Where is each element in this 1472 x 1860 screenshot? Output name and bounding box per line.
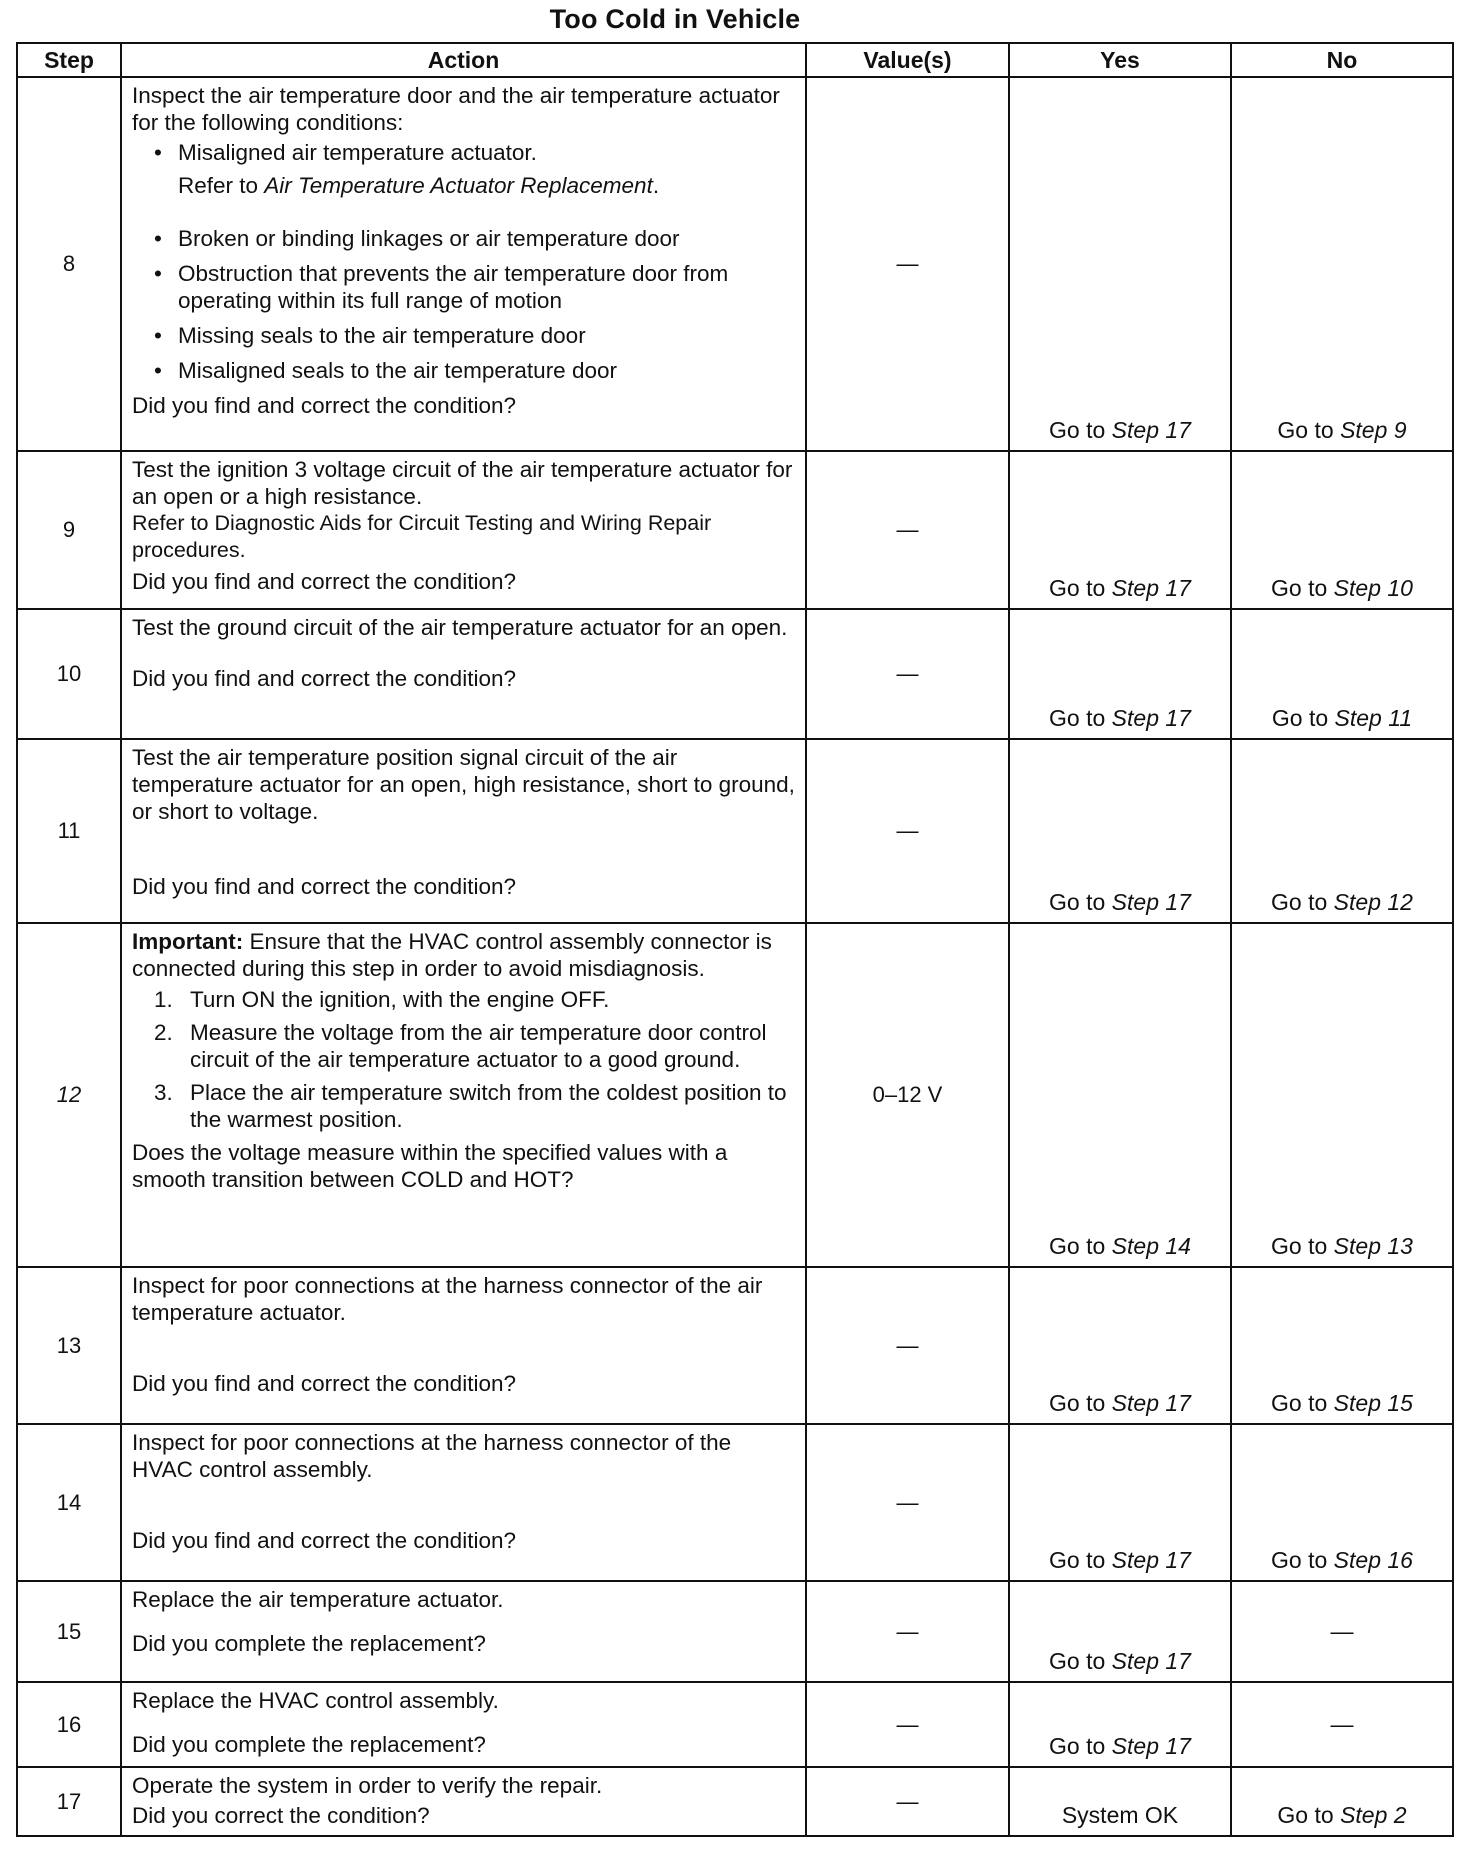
action-cell: [121, 923, 806, 1267]
action-intro: Test the ground circuit of the air temperature actuator for an open.: [132, 615, 788, 640]
action-question: Did you complete the replacement?: [132, 1732, 486, 1757]
action-intro: Inspect the air temperature door and the air temperature actuator for the following conditions:: [132, 83, 780, 135]
action-cell: [121, 1767, 806, 1836]
action-question: Did you find and correct the condition?: [132, 569, 516, 594]
step-number: 16: [17, 1682, 121, 1767]
table-row: [17, 739, 1453, 923]
yes-link[interactable]: Go to Step 17: [1009, 77, 1231, 451]
action-intro: Replace the HVAC control assembly.: [132, 1688, 499, 1713]
header-action: Action: [121, 43, 806, 77]
table-row: [17, 923, 1453, 1267]
action-note: Refer to Diagnostic Aids for Circuit Testing and Wiring Repair procedures.: [132, 511, 712, 562]
table-row: [17, 1424, 1453, 1581]
no-link[interactable]: Go to Step 15: [1231, 1267, 1453, 1424]
no-link[interactable]: Go to Step 2: [1231, 1767, 1453, 1836]
list-item: • Misaligned air temperature actuator. Refer to Air Temperature Actuator Replacement.: [132, 139, 797, 199]
list-item: • Misaligned seals to the air temperature door: [132, 357, 797, 384]
step-number: 12: [17, 923, 121, 1267]
yes-link[interactable]: Go to Step 17: [1009, 739, 1231, 923]
list-item: 1. Turn ON the ignition, with the engine OFF.: [154, 987, 610, 1012]
value-cell: —: [806, 1767, 1009, 1836]
action-cell: [121, 1682, 806, 1767]
action-question: Did you complete the replacement?: [132, 1631, 486, 1656]
action-intro: Replace the air temperature actuator.: [132, 1587, 504, 1612]
header-values: Value(s): [806, 43, 1009, 77]
yes-value: System OK: [1009, 1767, 1231, 1836]
value-cell: —: [806, 609, 1009, 739]
step-number: 9: [17, 451, 121, 609]
action-question: Did you correct the condition?: [132, 1803, 430, 1828]
action-intro: Inspect for poor connections at the harness connector of the HVAC control assembly.: [132, 1430, 732, 1482]
list-item: • Broken or binding linkages or air temperature door: [132, 225, 797, 252]
page-title: Too Cold in Vehicle: [549, 4, 801, 34]
yes-link[interactable]: Go to Step 17: [1009, 609, 1231, 739]
no-link[interactable]: Go to Step 9: [1231, 77, 1453, 451]
value-cell: —: [806, 1267, 1009, 1424]
action-question: Did you find and correct the condition?: [132, 1528, 516, 1553]
step-number: 11: [17, 739, 121, 923]
step-number: 15: [17, 1581, 121, 1682]
header-row: [17, 43, 1453, 77]
action-question: Does the voltage measure within the specified values with a smooth transition between COLD and HOT?: [132, 1140, 728, 1192]
step-number: 13: [17, 1267, 121, 1424]
no-link[interactable]: Go to Step 10: [1231, 451, 1453, 609]
value-cell: —: [806, 1682, 1009, 1767]
no-link[interactable]: Go to Step 12: [1231, 739, 1453, 923]
value-cell: —: [806, 1581, 1009, 1682]
no-link[interactable]: Go to Step 11: [1231, 609, 1453, 739]
step-number: 10: [17, 609, 121, 739]
table-row: [17, 1767, 1453, 1836]
no-link[interactable]: Go to Step 16: [1231, 1424, 1453, 1581]
action-cell: [121, 451, 806, 609]
action-question: Did you find and correct the condition?: [132, 1371, 516, 1396]
header-step: Step: [17, 43, 121, 77]
action-cell: [121, 1424, 806, 1581]
list-item: • Obstruction that prevents the air temperature door from operating within its full range of motion: [132, 260, 797, 314]
table-row: [17, 609, 1453, 739]
header-yes: Yes: [1009, 43, 1231, 77]
list-item: 3. Place the air temperature switch from the coldest position to the warmest position.: [154, 1080, 787, 1132]
action-cell: [121, 739, 806, 923]
step-number: 8: [17, 77, 121, 451]
table-row: [17, 451, 1453, 609]
action-intro: Inspect for poor connections at the harness connector of the air temperature actuator.: [132, 1273, 763, 1325]
action-cell: [121, 1267, 806, 1424]
table-row: [17, 77, 1453, 451]
action-cell: [121, 77, 806, 451]
table-row: [17, 1581, 1453, 1682]
step-number: 17: [17, 1767, 121, 1836]
action-intro: Test the ignition 3 voltage circuit of the air temperature actuator for an open or a high resistance.: [132, 457, 793, 509]
no-value: —: [1231, 1682, 1453, 1767]
yes-link[interactable]: Go to Step 17: [1009, 1682, 1231, 1767]
yes-link[interactable]: Go to Step 17: [1009, 1581, 1231, 1682]
action-intro: Test the air temperature position signal circuit of the air temperature actuator for an open, high resistance, short to ground, or short to voltage.: [132, 745, 795, 824]
yes-link[interactable]: Go to Step 17: [1009, 451, 1231, 609]
value-cell: —: [806, 77, 1009, 451]
action-question: Did you find and correct the condition?: [132, 874, 516, 899]
value-cell: —: [806, 1424, 1009, 1581]
yes-link[interactable]: Go to Step 17: [1009, 1424, 1231, 1581]
value-cell: 0–12 V: [806, 923, 1009, 1267]
condition-list: [132, 139, 797, 384]
action-question: Did you find and correct the condition?: [132, 666, 516, 691]
list-item: • Missing seals to the air temperature door: [132, 322, 797, 349]
action-intro: Operate the system in order to verify the repair.: [132, 1773, 603, 1798]
value-cell: —: [806, 739, 1009, 923]
action-cell: [121, 609, 806, 739]
refer-note: Refer to Air Temperature Actuator Replacement.: [178, 173, 660, 198]
no-value: —: [1231, 1581, 1453, 1682]
yes-link[interactable]: Go to Step 17: [1009, 1267, 1231, 1424]
list-item: 2. Measure the voltage from the air temperature door control circuit of the air temperature actuator to a good ground.: [154, 1020, 767, 1072]
action-question: Did you find and correct the condition?: [132, 393, 516, 418]
table-row: [17, 1682, 1453, 1767]
procedure-list: [132, 986, 797, 1133]
step-number: 14: [17, 1424, 121, 1581]
diagnostic-table: [16, 42, 1454, 1837]
important-note: Important: Ensure that the HVAC control assembly connector is connected during this step in order to avoid misdiagnosis.: [132, 929, 772, 981]
no-link[interactable]: Go to Step 13: [1231, 923, 1453, 1267]
yes-link[interactable]: Go to Step 14: [1009, 923, 1231, 1267]
table-row: [17, 1267, 1453, 1424]
header-no: No: [1231, 43, 1453, 77]
action-cell: [121, 1581, 806, 1682]
value-cell: —: [806, 451, 1009, 609]
